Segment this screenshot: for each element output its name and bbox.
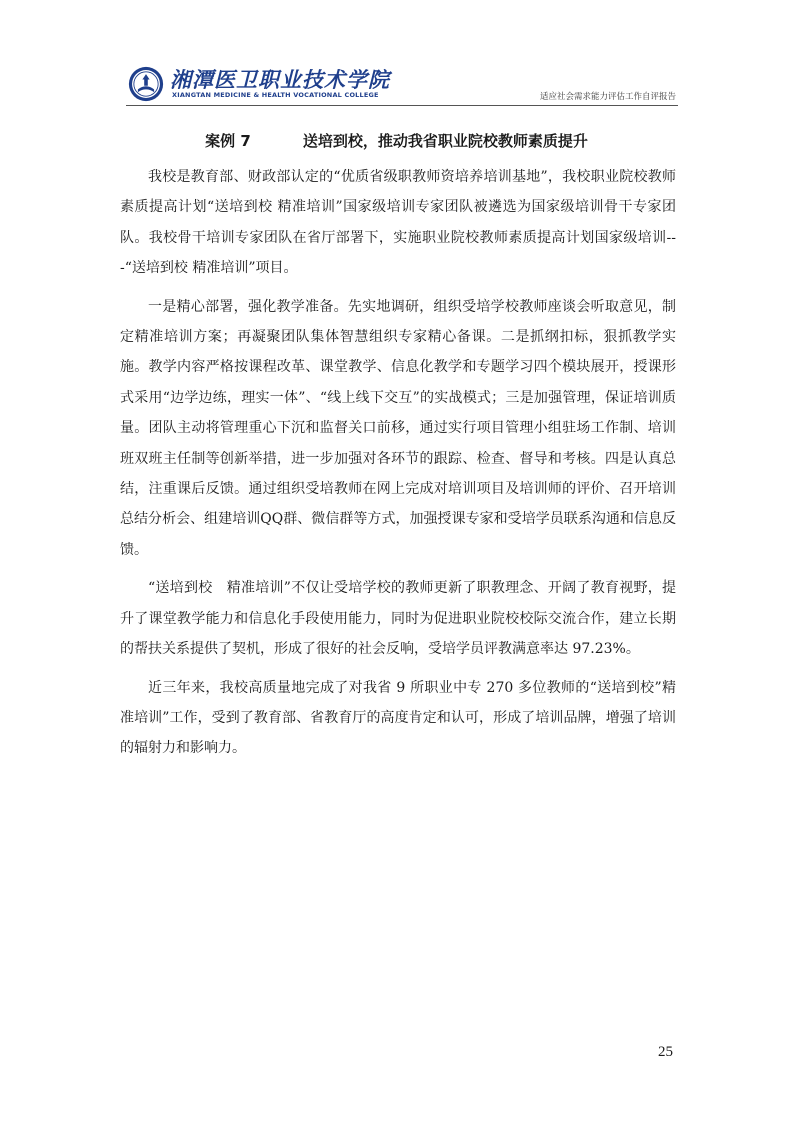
school-name-en: XIANGTAN MEDICINE & HEALTH VOCATIONAL COLLEGE bbox=[172, 91, 379, 99]
paragraph-summary: 近三年来，我校高质量地完成了对我省 9 所职业中专 270 多位教师的“送培到校”精准培训”工作，受到了教育部、省教育厅的高度肯定和认可，形成了培训品牌，增强了培训的辐射力和影响力。 bbox=[120, 679, 676, 757]
case-heading bbox=[0, 130, 793, 151]
report-name: 适应社会需求能力评估工作自评报告 bbox=[539, 92, 676, 102]
school-name-cn: 湘潭医卫职业技术学院 bbox=[170, 67, 390, 92]
page-header bbox=[118, 60, 678, 104]
paragraph-results: “送培到校 精准培训”不仅让受培学校的教师更新了职教理念、开阔了教育视野，提升了课堂教学能力和信息化手段使用能力，同时为促进职业院校校际交流合作，建立长期的帮扶关系提供了契机，形成了很好的社会反响，受培学员评教满意率达 97.23%。 bbox=[120, 580, 676, 658]
paragraph-intro: 我校是教育部、财政部认定的“优质省级职教师资培养培训基地”，我校职业院校教师素质提高计划“送培到校 精准培训”国家级培训专家团队被遴选为国家级培训骨干专家团队。我校骨干培训专家团队在省厅部署下，实施职业院校教师素质提高计划国家级培训---“送培到校 精准培训”项目。 bbox=[120, 169, 676, 277]
school-seal-logo-icon bbox=[128, 66, 164, 102]
case-title: 送培到校，推动我省职业院校教师素质提升 bbox=[302, 132, 588, 150]
document-body bbox=[120, 162, 676, 772]
page-number: 25 bbox=[658, 1044, 673, 1060]
header-divider bbox=[126, 105, 678, 106]
paragraph-measures: 一是精心部署，强化教学准备。先实地调研，组织受培学校教师座谈会听取意见，制定精准培训方案；再凝聚团队集体智慧组织专家精心备课。二是抓纲扣标，狠抓教学实施。教学内容严格按课程改革、课堂教学、信息化教学和专题学习四个模块展开，授课形式采用“边学边练，理实一体”、“线上线下交互”的实战模式；三是加强管理，保证培训质量。团队主动将管理重心下沉和监督关口前移，通过实行项目管理小组驻场工作制、培训班双班主任制等创新举措，进一步加强对各环节的跟踪、检查、督导和考核。四是认真总结，注重课后反馈。通过组织受培教师在网上完成对培训项目及培训师的评价、召开培训总结分析会、组建培训QQ群、微信群等方式，加强授课专家和受培学员联系沟通和信息反馈。 bbox=[120, 298, 676, 558]
case-number: 案例 7 bbox=[205, 132, 251, 150]
